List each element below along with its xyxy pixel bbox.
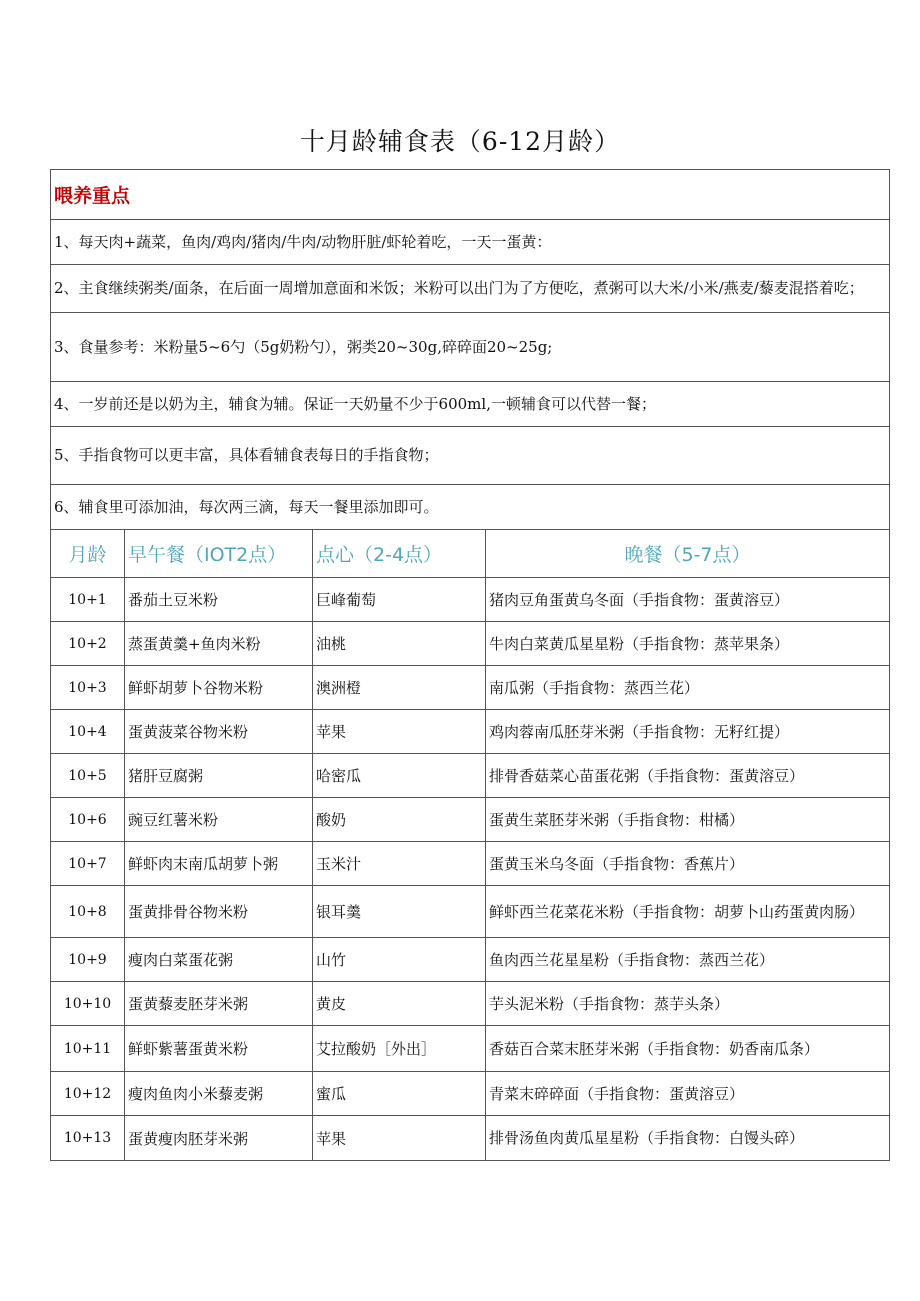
cell-month: 10+13: [51, 1116, 125, 1161]
cell-month: 10+12: [51, 1072, 125, 1116]
cell-breakfast: 番茄土豆米粉: [125, 578, 313, 622]
cell-month: 10+4: [51, 710, 125, 754]
cell-month: 10+6: [51, 798, 125, 842]
note-row: [51, 427, 890, 485]
cell-breakfast: 鲜虾胡萝卜谷物米粉: [125, 666, 313, 710]
cell-snack: 哈密瓜: [313, 754, 486, 798]
table-row: [51, 842, 890, 886]
table-row: [51, 754, 890, 798]
cell-month: 10+1: [51, 578, 125, 622]
table-row: [51, 982, 890, 1026]
table-row: [51, 1116, 890, 1161]
note-row: [51, 313, 890, 382]
table-header-row: [51, 530, 890, 578]
cell-breakfast: 瘦肉白菜蛋花粥: [125, 938, 313, 982]
cell-breakfast: 鲜虾紫薯蛋黄米粉: [125, 1026, 313, 1072]
header-dinner: 晚餐（5-7点）: [486, 530, 890, 578]
cell-snack: 澳洲橙: [313, 666, 486, 710]
page-title: 十月龄辅食表（6-12月龄）: [299, 127, 621, 156]
cell-breakfast: 瘦肉鱼肉小米藜麦粥: [125, 1072, 313, 1116]
cell-snack: 银耳羹: [313, 886, 486, 938]
cell-dinner: 芋头泥米粉（手指食物：蒸芋头条）: [486, 982, 890, 1026]
cell-dinner: 排骨汤鱼肉黄瓜星星粉（手指食物：白馒头碎）: [486, 1116, 890, 1161]
cell-snack: 酸奶: [313, 798, 486, 842]
cell-snack: 油桃: [313, 622, 486, 666]
cell-dinner: 青菜末碎碎面（手指食物：蛋黄溶豆）: [486, 1072, 890, 1116]
cell-dinner: 蛋黄生菜胚芽米粥（手指食物：柑橘）: [486, 798, 890, 842]
cell-snack: 苹果: [313, 1116, 486, 1161]
cell-dinner: 牛肉白菜黄瓜星星粉（手指食物：蒸苹果条）: [486, 622, 890, 666]
cell-month: 10+9: [51, 938, 125, 982]
feeding-table: [50, 169, 890, 1161]
cell-month: 10+11: [51, 1026, 125, 1072]
table-row: [51, 938, 890, 982]
cell-snack: 苹果: [313, 710, 486, 754]
cell-snack: 巨峰葡萄: [313, 578, 486, 622]
table-row: [51, 578, 890, 622]
note-row: [51, 382, 890, 427]
note-4: 4、一岁前还是以奶为主，辅食为辅。保证一天奶量不少于600ml,一顿辅食可以代替一餐；: [51, 382, 890, 427]
cell-breakfast: 鲜虾肉末南瓜胡萝卜粥: [125, 842, 313, 886]
feeding-key-heading: 喂养重点: [51, 170, 890, 220]
cell-snack: 艾拉酸奶［外出］: [313, 1026, 486, 1072]
cell-month: 10+10: [51, 982, 125, 1026]
cell-snack: 玉米汁: [313, 842, 486, 886]
cell-month: 10+3: [51, 666, 125, 710]
header-month: 月龄: [51, 530, 125, 578]
cell-breakfast: 豌豆红薯米粉: [125, 798, 313, 842]
note-5: 5、手指食物可以更丰富，具体看辅食表每日的手指食物；: [51, 427, 890, 485]
feeding-key-heading-row: [51, 170, 890, 220]
note-6: 6、辅食里可添加油，每次两三滴，每天一餐里添加即可。: [51, 485, 890, 530]
note-row: [51, 265, 890, 313]
table-row: [51, 886, 890, 938]
cell-breakfast: 猪肝豆腐粥: [125, 754, 313, 798]
cell-month: 10+8: [51, 886, 125, 938]
cell-snack: 山竹: [313, 938, 486, 982]
cell-breakfast: 蛋黄菠菜谷物米粉: [125, 710, 313, 754]
cell-dinner: 排骨香菇菜心苗蛋花粥（手指食物：蛋黄溶豆）: [486, 754, 890, 798]
note-1: 1、每天肉+蔬菜，鱼肉/鸡肉/猪肉/牛肉/动物肝脏/虾轮着吃，一天一蛋黄：: [51, 220, 890, 265]
cell-snack: 蜜瓜: [313, 1072, 486, 1116]
cell-month: 10+7: [51, 842, 125, 886]
cell-dinner: 蛋黄玉米乌冬面（手指食物：香蕉片）: [486, 842, 890, 886]
table-row: [51, 1072, 890, 1116]
cell-dinner: 香菇百合菜末胚芽米粥（手指食物：奶香南瓜条）: [486, 1026, 890, 1072]
header-breakfast: 早午餐（IOT2点）: [125, 530, 313, 578]
note-row: [51, 220, 890, 265]
header-snack: 点心（2-4点）: [313, 530, 486, 578]
cell-month: 10+5: [51, 754, 125, 798]
note-3: 3、食量参考：米粉量5~6勺（5g奶粉勺），粥类20~30g,碎碎面20~25g;: [51, 313, 890, 382]
cell-snack: 黄皮: [313, 982, 486, 1026]
cell-dinner: 鲜虾西兰花菜花米粉（手指食物：胡萝卜山药蛋黄肉肠）: [486, 886, 890, 938]
cell-month: 10+2: [51, 622, 125, 666]
note-2: 2、主食继续粥类/面条，在后面一周增加意面和米饭；米粉可以出门为了方便吃，煮粥可以大米/小米/燕麦/藜麦混搭着吃；: [51, 265, 890, 313]
table-row: [51, 798, 890, 842]
cell-dinner: 鸡肉蓉南瓜胚芽米粥（手指食物：无籽红提）: [486, 710, 890, 754]
table-row: [51, 666, 890, 710]
cell-breakfast: 蛋黄排骨谷物米粉: [125, 886, 313, 938]
cell-breakfast: 蛋黄瘦肉胚芽米粥: [125, 1116, 313, 1161]
cell-breakfast: 蛋黄藜麦胚芽米粥: [125, 982, 313, 1026]
table-row: [51, 1026, 890, 1072]
cell-dinner: 猪肉豆角蛋黄乌冬面（手指食物：蛋黄溶豆）: [486, 578, 890, 622]
note-row: [51, 485, 890, 530]
cell-dinner: 鱼肉西兰花星星粉（手指食物：蒸西兰花）: [486, 938, 890, 982]
table-row: [51, 710, 890, 754]
cell-breakfast: 蒸蛋黄羹+鱼肉米粉: [125, 622, 313, 666]
table-row: [51, 622, 890, 666]
cell-dinner: 南瓜粥（手指食物：蒸西兰花）: [486, 666, 890, 710]
